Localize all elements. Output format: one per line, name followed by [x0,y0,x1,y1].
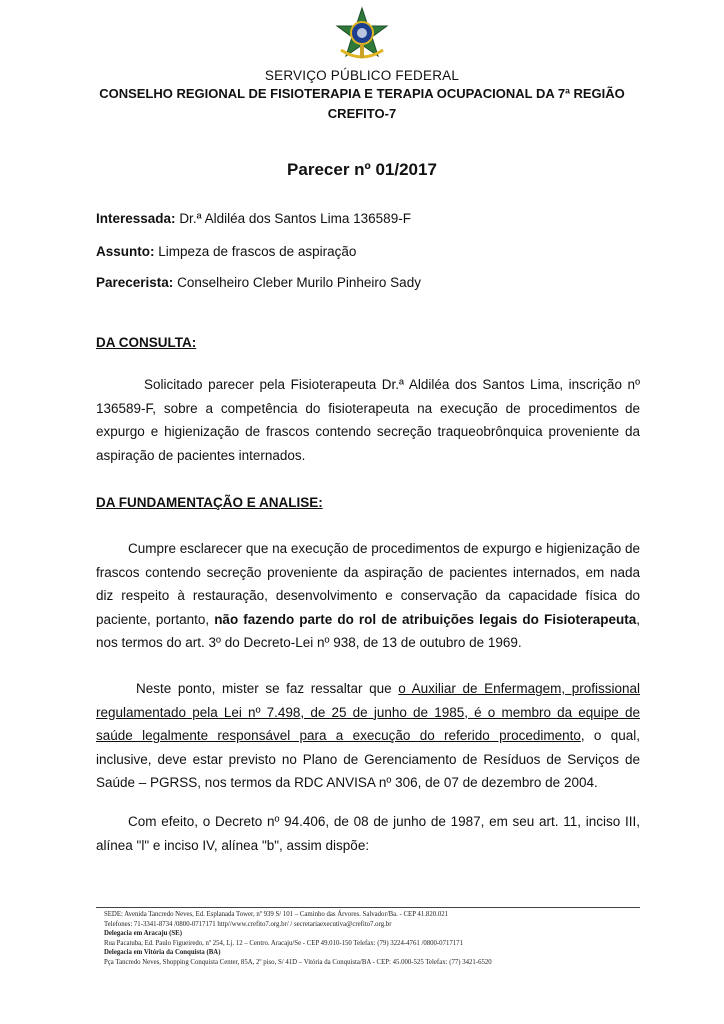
assunto-value: Limpeza de frascos de aspiração [158,244,357,259]
section-consulta: DA CONSULTA: [96,335,197,350]
p2-text-a: Cumpre esclarecer que na execução de procedimentos de expurgo e higienização de frascos contendo secreção proveniente da aspiração de pacientes internados, em nada diz respeito à restauração, desenvolvimento e conservação da capacidade física do paciente, portanto, [96,541,640,627]
p3-text-a: Neste ponto, mister se faz ressaltar que [136,681,399,696]
p3-underlined-text: o Auxiliar de Enfermagem, profissional regulamentado pela Lei nº 7.498, de 25 de junho de 1985, é o membro da equipe de saúde legalmente responsável para a execução do referido procedimento [96,681,640,743]
footer-line-sede: SEDE: Avenida Tancredo Neves, Ed. Esplanada Tower, nº 939 S/ 101 – Caminho das Árvores. Salvador/Ba. - CEP 41.820.021 [104,911,449,918]
parecerista-value: Conselheiro Cleber Murilo Pinheiro Sady [177,275,421,290]
brazil-coat-of-arms-icon [333,6,391,64]
document-title: Parecer nº 01/2017 [287,160,437,179]
section-fundamentacao: DA FUNDAMENTAÇÃO E ANALISE: [96,495,323,510]
p2-text-c: , nos termos do art. 3º do Decreto-Lei nº 938, de 13 de outubro de 1969. [96,611,640,650]
footer-line-vitoria-address: Pça Tancredo Neves, Shopping Conquista Center, 85A, 2º piso, S/ 41D – Vitória da Conquista/BA - CEP: 45.000-525 Telefax: (77) 3421-6520 [104,958,492,966]
paragraph-auxiliar [96,677,640,795]
p2-bold-text: não fazendo parte do rol de atribuições legais do Fisioterapeuta [214,611,637,627]
footer-line-aracaju-address: Rua Pacatuba, Ed. Paulo Figueiredo, nº 254, Lj. 12 – Centro. Aracaju/Se - CEP 49.010-150 Telefax: (79) 3224-4761 /0800-0717171 [104,939,463,947]
header-council: CONSELHO REGIONAL DE FISIOTERAPIA E TERAPIA OCUPACIONAL DA 7ª REGIÃO [99,86,625,101]
interessada-value: Dr.ª Aldiléa dos Santos Lima 136589-F [179,211,411,226]
assunto-label: Assunto: [96,244,155,259]
parecerista-line [96,275,421,290]
header-service: SERVIÇO PÚBLICO FEDERAL [264,68,460,83]
assunto-line [96,244,356,259]
footer-divider [96,907,640,908]
footer-line-contacts: Telefones: 71-3341-8734 /0800-0717171 http//www.crefito7.org.br/ / secretariaexecutiva@crefito7.org.br [104,920,392,928]
paragraph-decreto: Com efeito, o Decreto nº 94.406, de 08 de junho de 1987, em seu art. 11, inciso III, alínea "l" e inciso IV, alínea "b", assim dispõe: [96,814,640,853]
footer-address [104,910,644,968]
paragraph-consulta: Solicitado parecer pela Fisioterapeuta Dr.ª Aldiléa dos Santos Lima, inscrição nº 136589-F, sobre a competência do fisioterapeuta na execução de procedimentos de expurgo e higienização de frascos contendo secreção traqueobrônquica proveniente da aspiração de pacientes internados. [96,377,640,463]
parecerista-label: Parecerista: [96,275,174,290]
footer-line-vitoria-title: Delegacia em Vitória da Conquista (BA) [104,949,221,957]
paragraph-fundamentacao [96,537,640,655]
header-crefito: CREFITO-7 [327,106,397,121]
p3-text-c: , o qual, inclusive, deve estar previsto no Plano de Gerenciamento de Resíduos de Serviços de Saúde – PGRSS, nos termos da RDC ANVISA nº 306, de 07 de dezembro de 2004. [96,728,640,790]
footer-line-aracaju-title: Delegacia em Aracaju (SE) [104,930,182,938]
interessada-label: Interessada: [96,211,176,226]
interessada-line [96,211,411,226]
